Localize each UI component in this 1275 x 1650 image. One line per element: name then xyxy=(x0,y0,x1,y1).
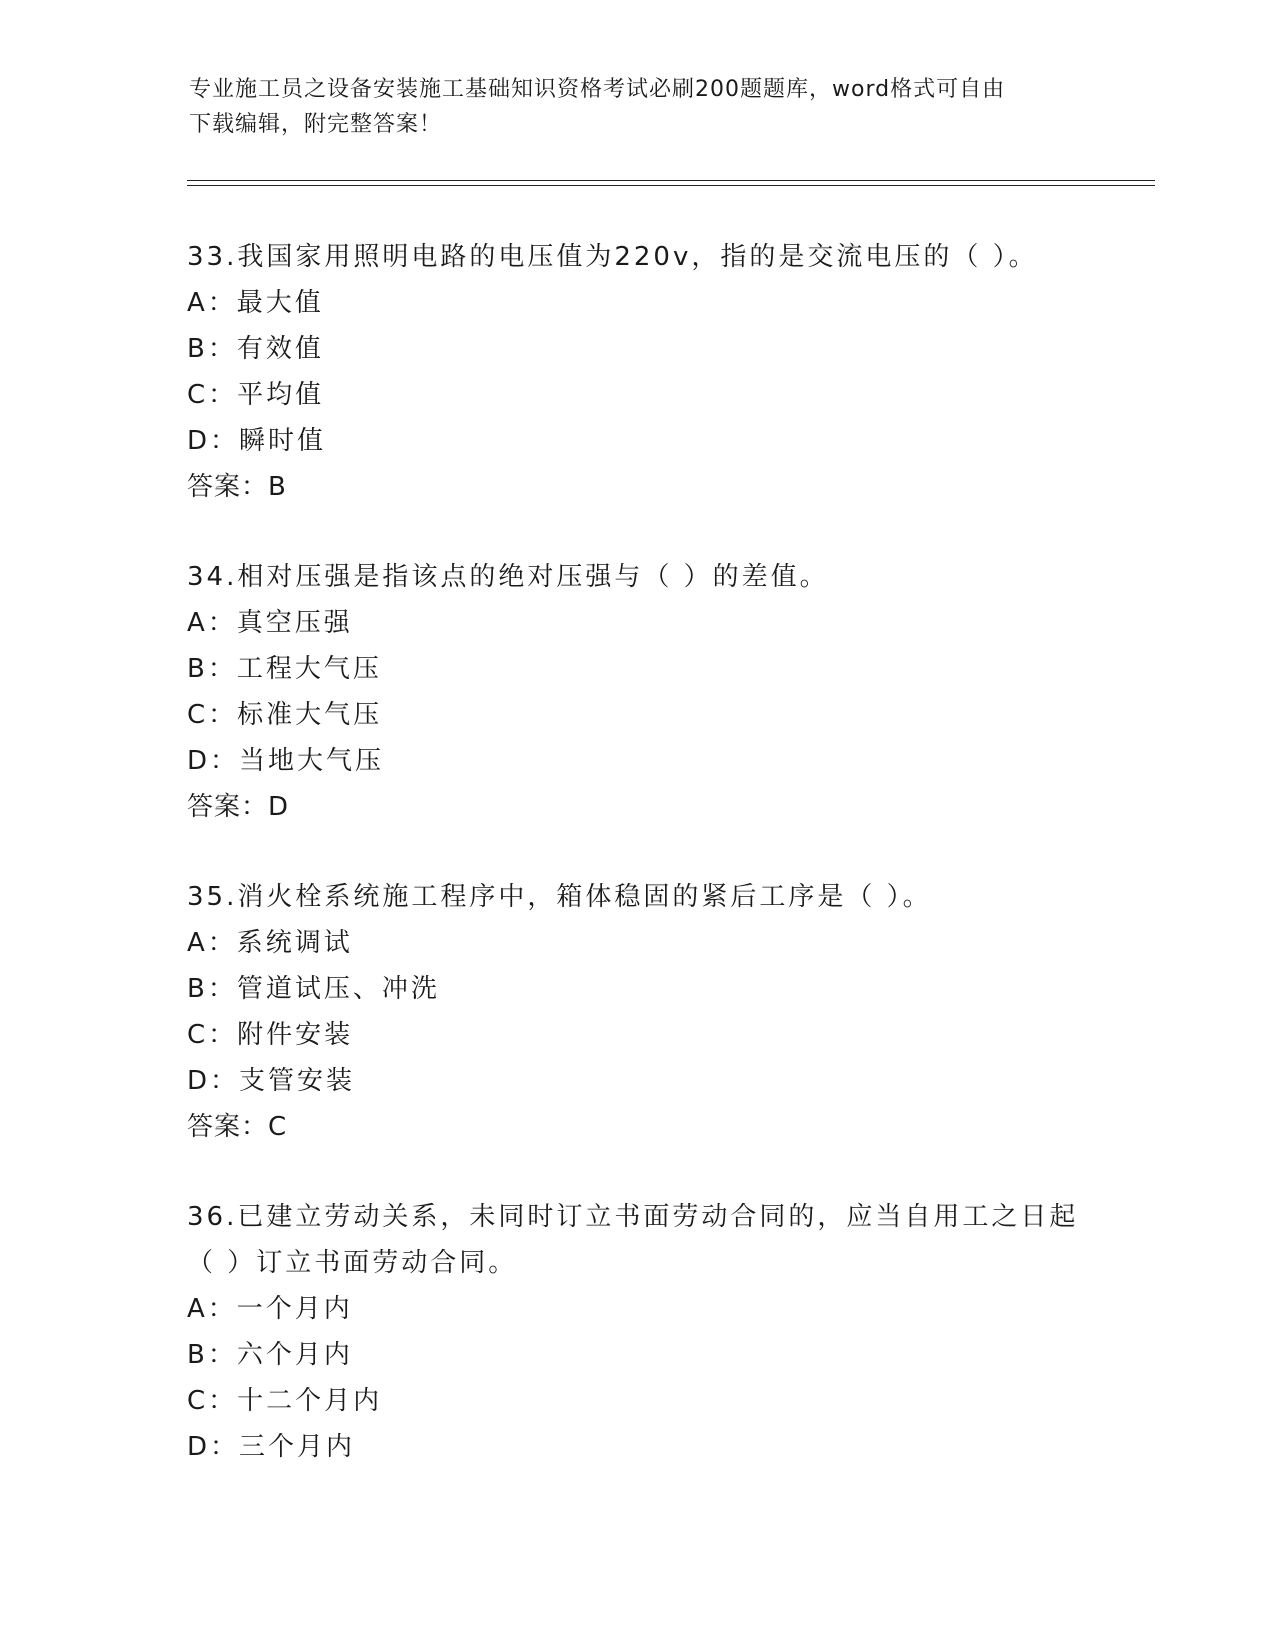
question-stem: 33.我国家用照明电路的电压值为220v，指的是交流电压的（ ）。 xyxy=(187,242,1038,272)
header-divider-bottom xyxy=(187,185,1155,186)
option-c: C：平均值 xyxy=(187,380,325,410)
question-block xyxy=(187,554,1087,830)
option-a: A：一个月内 xyxy=(187,1294,353,1324)
answer-line: 答案：B xyxy=(187,472,287,502)
question-stem: 36.已建立劳动关系，未同时订立书面劳动合同的，应当自用工之日起 xyxy=(187,1202,1079,1232)
question-block xyxy=(187,874,1087,1150)
option-d: D：支管安装 xyxy=(187,1066,356,1096)
option-c: C：十二个月内 xyxy=(187,1386,383,1416)
option-a: A：系统调试 xyxy=(187,928,353,958)
option-d: D：当地大气压 xyxy=(187,746,385,776)
option-b: B：有效值 xyxy=(187,334,324,364)
header-line-2: 下载编辑，附完整答案！ xyxy=(189,112,443,137)
question-stem: 34.相对压强是指该点的绝对压强与（ ）的差值。 xyxy=(187,562,829,592)
document-header xyxy=(189,72,1069,142)
option-b: B：六个月内 xyxy=(187,1340,353,1370)
answer-line: 答案：C xyxy=(187,1112,288,1142)
question-block xyxy=(187,234,1087,510)
option-d: D：瞬时值 xyxy=(187,426,327,456)
option-b: B：工程大气压 xyxy=(187,654,382,684)
option-b: B：管道试压、冲洗 xyxy=(187,974,440,1004)
option-a: A：真空压强 xyxy=(187,608,353,638)
option-c: C：标准大气压 xyxy=(187,700,383,730)
question-block xyxy=(187,1194,1087,1470)
header-divider-top xyxy=(187,180,1155,181)
header-line-1: 专业施工员之设备安装施工基础知识资格考试必刷200题题库，word格式可自由 xyxy=(189,77,1006,102)
option-c: C：附件安装 xyxy=(187,1020,354,1050)
answer-line: 答案：D xyxy=(187,792,290,822)
option-d: D：三个月内 xyxy=(187,1432,356,1462)
question-stem: 35.消火栓系统施工程序中，箱体稳固的紧后工序是（ ）。 xyxy=(187,882,932,912)
option-a: A：最大值 xyxy=(187,288,324,318)
question-stem-continued: （ ）订立书面劳动合同。 xyxy=(187,1248,518,1278)
